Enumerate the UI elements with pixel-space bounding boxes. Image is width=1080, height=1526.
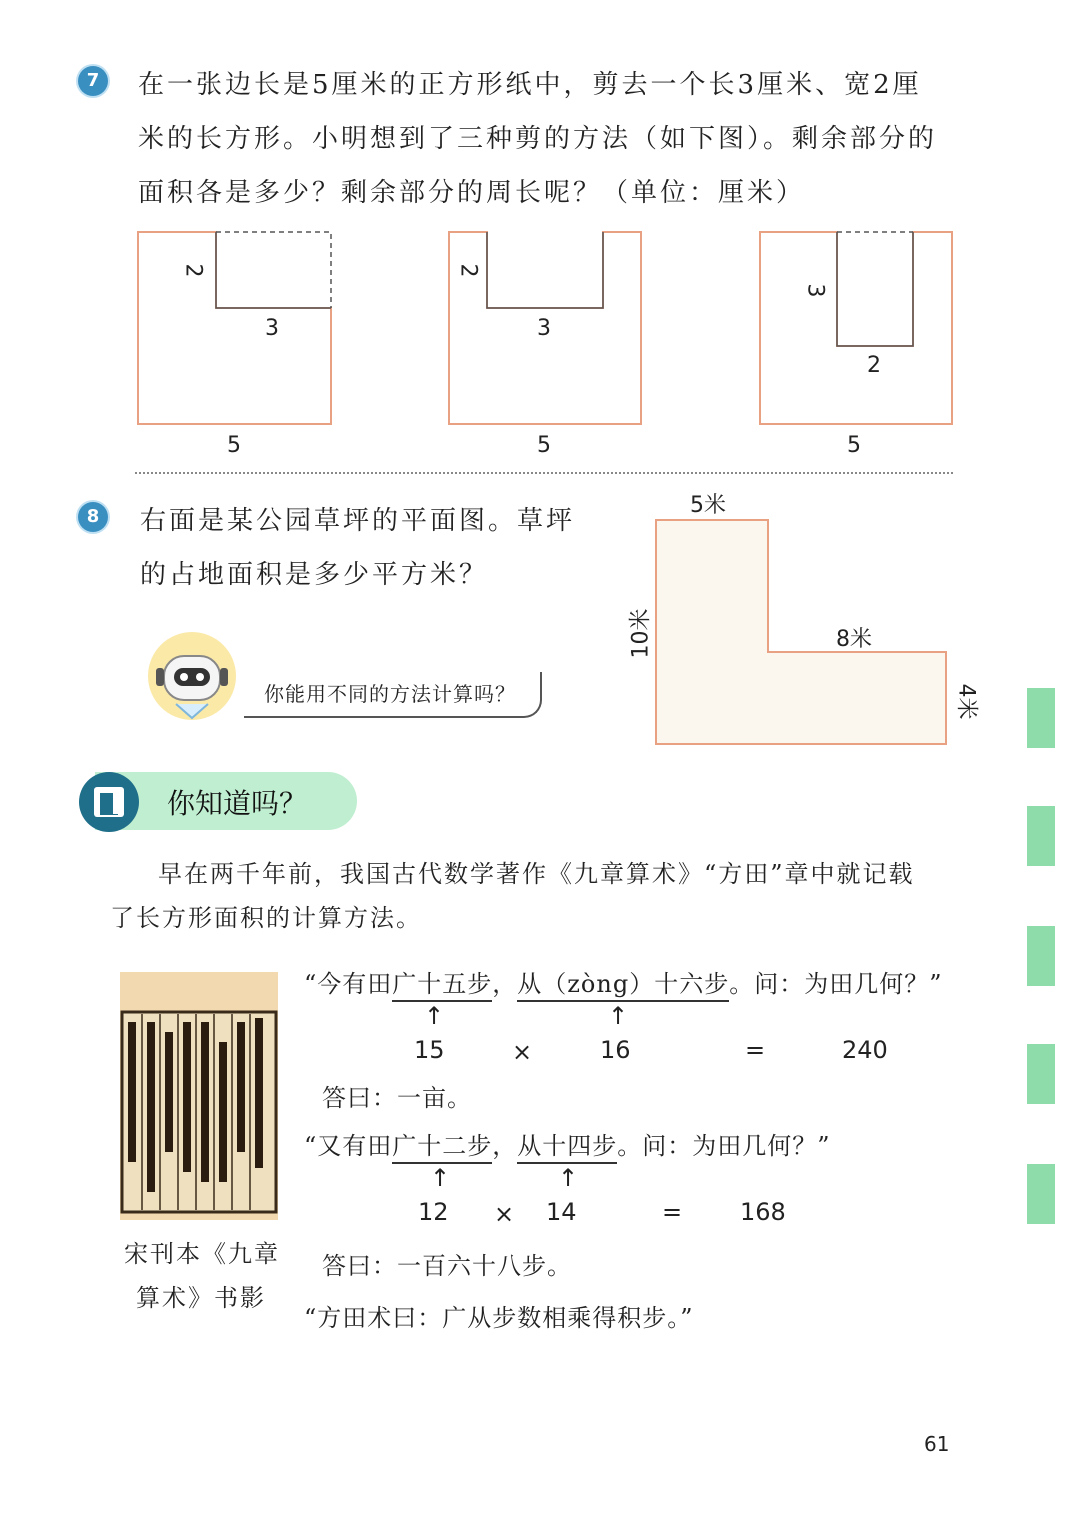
quote-1 <box>304 964 942 999</box>
calc-1-result: 240 <box>842 1036 888 1064</box>
quote-1-end: 。问：为田几何？” <box>729 970 943 998</box>
book-icon <box>77 770 141 834</box>
calc-2-a: 12 <box>418 1198 449 1226</box>
problem-8-number: 8 <box>78 502 108 532</box>
fig2-inner-label: 3 <box>537 316 551 341</box>
calc-1-a: 15 <box>414 1036 445 1064</box>
lawn-step-label: 8米 <box>836 627 872 652</box>
calc-2-b: 14 <box>546 1198 577 1226</box>
cut-figure-3 <box>752 224 962 434</box>
quote-1-start: “今有田 <box>304 970 393 998</box>
arrow-up-icon: ↑ <box>558 1164 579 1192</box>
side-tab <box>1027 1044 1055 1104</box>
did-you-know-title: 你知道吗？ <box>167 787 308 820</box>
lawn-left-label: 10米 <box>628 608 654 659</box>
fig1-side-label: 2 <box>180 263 206 278</box>
lawn-top-label: 5米 <box>690 493 726 518</box>
problem-8-line-1: 右面是某公园草坪的平面图。草坪 <box>140 506 576 536</box>
quote-2-mid: ， <box>492 1132 518 1160</box>
problem-8-line-2: 的占地面积是多少平方米？ <box>140 560 489 590</box>
history-paragraph-line-2: 了长方形面积的计算方法。 <box>110 904 422 932</box>
fig1-inner-label: 3 <box>265 316 279 341</box>
area-rule-quote: “方田术曰：广从步数相乘得积步。” <box>304 1304 694 1332</box>
problem-7-line-1: 在一张边长是5厘米的正方形纸中，剪去一个长3厘米、宽2厘 <box>138 70 922 100</box>
calc-2-op: × <box>494 1200 515 1228</box>
answer-1: 答曰：一亩。 <box>322 1084 472 1112</box>
answer-2: 答曰：一百六十八步。 <box>322 1252 572 1280</box>
fig3-inner-label: 2 <box>867 353 881 378</box>
side-tab <box>1027 1164 1055 1224</box>
quote-1-width: 广十五步 <box>392 970 492 1002</box>
problem-7-number: 7 <box>78 66 108 96</box>
history-paragraph-line-1: 早在两千年前，我国古代数学著作《九章算术》“方田”章中就记载 <box>158 860 915 888</box>
fig1-bottom-label: 5 <box>227 433 241 458</box>
calc-2-eq: = <box>662 1198 683 1226</box>
arrow-up-icon: ↑ <box>608 1002 629 1030</box>
fig3-bottom-label: 5 <box>847 433 861 458</box>
robot-bubble-text: 你能用不同的方法计算吗？ <box>264 682 516 706</box>
side-tab <box>1027 806 1055 866</box>
quote-1-mid: ， <box>492 970 518 998</box>
fig3-side-label: 3 <box>802 283 828 298</box>
section-divider <box>135 472 953 474</box>
calc-1-b: 16 <box>600 1036 631 1064</box>
calc-1-op: × <box>512 1038 533 1066</box>
quote-2-width: 广十二步 <box>392 1132 492 1164</box>
lawn-plan <box>650 514 960 750</box>
arrow-up-icon: ↑ <box>424 1002 445 1030</box>
problem-7-line-3: 面积各是多少？剩余部分的周长呢？（单位：厘米） <box>138 178 806 208</box>
page-number: 61 <box>924 1432 950 1456</box>
problem-7-line-2: 米的长方形。小明想到了三种剪的方法（如下图）。剩余部分的 <box>138 124 938 154</box>
calc-1-eq: = <box>745 1036 766 1064</box>
robot-avatar <box>146 630 238 722</box>
ancient-book-image <box>120 972 278 1220</box>
fig2-bottom-label: 5 <box>537 433 551 458</box>
side-tab <box>1027 688 1055 748</box>
quote-2-length: 从十四步 <box>517 1132 617 1164</box>
cut-figure-1 <box>130 224 340 434</box>
fig2-side-label: 2 <box>455 263 481 278</box>
arrow-up-icon: ↑ <box>430 1164 451 1192</box>
quote-2 <box>304 1126 831 1161</box>
quote-2-start: “又有田 <box>304 1132 393 1160</box>
lawn-right-label: 4米 <box>953 683 979 720</box>
side-tab <box>1027 926 1055 986</box>
quote-1-length: 从（zòng）十六步 <box>517 970 729 1002</box>
image-caption-line-1: 宋刊本《九章 <box>124 1240 280 1268</box>
quote-2-end: 。问：为田几何？” <box>617 1132 831 1160</box>
calc-2-result: 168 <box>740 1198 786 1226</box>
image-caption-line-2: 算术》书影 <box>136 1284 266 1312</box>
